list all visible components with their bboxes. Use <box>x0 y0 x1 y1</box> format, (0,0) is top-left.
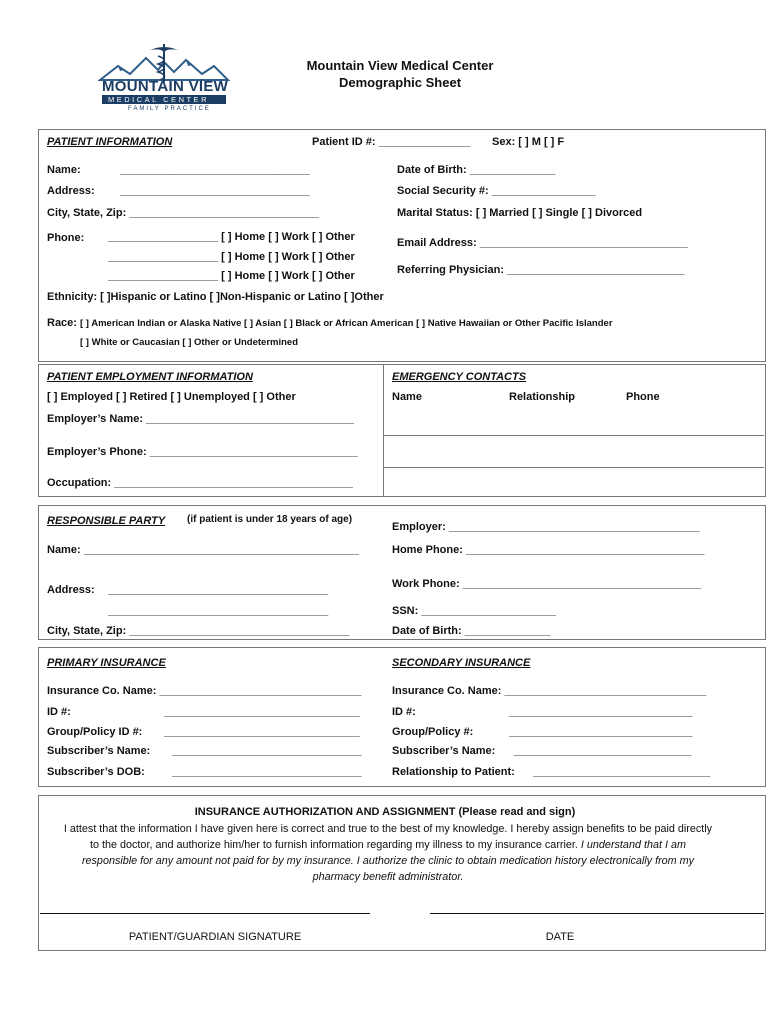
primary-group-label: Group/Policy ID #: <box>47 726 143 738</box>
ethnicity-field[interactable]: Ethnicity: [ ]Hispanic or Latino [ ]Non-Hispanic or Latino [ ]Other <box>47 291 384 303</box>
signature-line[interactable] <box>40 913 370 914</box>
primary-section-title: PRIMARY INSURANCE <box>47 657 166 669</box>
patient-section-title: PATIENT INFORMATION <box>47 136 173 148</box>
secondary-id-field[interactable]: ______________________________ <box>509 706 693 718</box>
emergency-col-phone: Phone <box>626 391 660 403</box>
authorization-heading: INSURANCE AUTHORIZATION AND ASSIGNMENT (Please read and sign) <box>194 806 576 818</box>
authorization-text-2b: I understand that I am <box>577 839 686 851</box>
phone-field-2[interactable]: __________________ [ ] Home [ ] Work [ ] Other <box>108 251 355 263</box>
sex-field[interactable]: Sex: [ ] M [ ] F <box>492 136 565 148</box>
responsible-employer-field[interactable]: Employer: _________________________________________ <box>392 521 700 533</box>
ssn-field[interactable]: Social Security #: _________________ <box>397 185 596 197</box>
employer-name-field[interactable]: Employer’s Name: __________________________________ <box>47 413 355 425</box>
employment-divider <box>383 364 384 496</box>
date-label: DATE <box>545 931 575 943</box>
marital-status-field[interactable]: Marital Status: [ ] Married [ ] Single [ ] Divorced <box>397 207 643 219</box>
secondary-group-label: Group/Policy #: <box>392 726 474 738</box>
responsible-address-field-1[interactable]: ____________________________________ <box>108 584 329 596</box>
responsible-address-field-2[interactable]: ____________________________________ <box>108 605 329 617</box>
secondary-id-label: ID #: <box>392 706 416 718</box>
date-line[interactable] <box>430 913 764 914</box>
race-label: Race: <box>47 317 77 329</box>
phone-label: Phone: <box>47 232 85 244</box>
logo-name: MOUNTAIN VIEW <box>102 78 229 95</box>
race-options-2[interactable]: [ ] White or Caucasian [ ] Other or Undetermined <box>80 337 298 348</box>
name-label: Name: <box>47 164 81 176</box>
secondary-group-field[interactable]: ______________________________ <box>509 726 693 738</box>
responsible-ssn-field[interactable]: SSN: ______________________ <box>392 605 556 617</box>
primary-company-field[interactable]: Insurance Co. Name: _________________________________ <box>47 685 362 697</box>
secondary-section-title: SECONDARY INSURANCE <box>392 657 531 669</box>
dob-field[interactable]: Date of Birth: ______________ <box>397 164 556 176</box>
name-field[interactable]: _______________________________ <box>120 164 310 176</box>
authorization-text-2 <box>0 839 770 851</box>
employment-section-title: PATIENT EMPLOYMENT INFORMATION <box>47 371 253 383</box>
responsible-city-field[interactable]: City, State, Zip: ____________________________________ <box>47 625 350 637</box>
responsible-name-field[interactable]: Name: _____________________________________________ <box>47 544 359 556</box>
primary-sub-dob-field[interactable]: _______________________________ <box>172 766 362 778</box>
responsible-home-phone-field[interactable]: Home Phone: _______________________________________ <box>392 544 705 556</box>
referring-physician-field[interactable]: Referring Physician: _____________________________ <box>397 264 685 276</box>
primary-subscriber-field[interactable]: _______________________________ <box>172 745 362 757</box>
clinic-logo <box>98 42 230 112</box>
address-field[interactable]: _______________________________ <box>120 185 310 197</box>
responsible-work-phone-field[interactable]: Work Phone: _______________________________________ <box>392 578 702 590</box>
city-field[interactable]: City, State, Zip: _______________________________ <box>47 207 319 219</box>
secondary-relationship-field[interactable]: _____________________________ <box>533 766 711 778</box>
logo-subname: MEDICAL CENTER <box>108 95 209 104</box>
secondary-company-field[interactable]: Insurance Co. Name: _________________________________ <box>392 685 707 697</box>
primary-subscriber-label: Subscriber’s Name: <box>47 745 151 757</box>
page-subtitle: Demographic Sheet <box>338 75 462 90</box>
responsible-section-title: RESPONSIBLE PARTY <box>47 515 166 527</box>
address-label: Address: <box>47 185 95 197</box>
emergency-col-name: Name <box>392 391 422 403</box>
occupation-field[interactable]: Occupation: _______________________________________ <box>47 477 353 489</box>
authorization-text-1: I attest that the information I have given here is correct and true to the best of my knowledge. I hereby assign benefits to be paid directly <box>63 823 713 835</box>
emergency-col-relationship: Relationship <box>509 391 576 403</box>
responsible-address-label: Address: <box>47 584 95 596</box>
authorization-text-4: pharmacy benefit administrator. <box>312 871 464 883</box>
emergency-row-2[interactable] <box>384 467 764 468</box>
emergency-section-title: EMERGENCY CONTACTS <box>392 371 527 383</box>
employment-status-field[interactable]: [ ] Employed [ ] Retired [ ] Unemployed [ ] Other <box>47 391 296 403</box>
secondary-subscriber-label: Subscriber’s Name: <box>392 745 496 757</box>
responsible-dob-field[interactable]: Date of Birth: ______________ <box>392 625 551 637</box>
primary-sub-dob-label: Subscriber’s DOB: <box>47 766 145 778</box>
responsible-note: (if patient is under 18 years of age) <box>187 514 353 525</box>
email-field[interactable]: Email Address: __________________________________ <box>397 237 688 249</box>
secondary-relationship-label: Relationship to Patient: <box>392 766 515 778</box>
authorization-text-2a: to the doctor, and authorize him/her to furnish information regarding my illness to my insurance carrier. <box>90 839 578 851</box>
patient-id-field[interactable]: Patient ID #: _______________ <box>312 136 471 148</box>
authorization-text-3: responsible for any amount not paid for by my insurance. I authorize the clinic to obtain medication history electronically from my <box>81 855 695 867</box>
page-title: Mountain View Medical Center <box>306 58 494 73</box>
secondary-subscriber-field[interactable]: _____________________________ <box>514 745 692 757</box>
logo-tagline: FAMILY PRACTICE <box>128 106 211 112</box>
emergency-row-1[interactable] <box>384 435 764 436</box>
signature-label: PATIENT/GUARDIAN SIGNATURE <box>128 931 302 943</box>
primary-id-field[interactable]: ________________________________ <box>164 706 360 718</box>
race-options-1[interactable]: [ ] American Indian or Alaska Native [ ] Asian [ ] Black or African American [ ] Native Hawaiian or Other Pacific Islander <box>80 318 613 329</box>
employer-phone-field[interactable]: Employer’s Phone: __________________________________ <box>47 446 358 458</box>
phone-field-3[interactable]: __________________ [ ] Home [ ] Work [ ] Other <box>108 270 355 282</box>
phone-field-1[interactable]: __________________ [ ] Home [ ] Work [ ] Other <box>108 231 355 243</box>
primary-id-label: ID #: <box>47 706 71 718</box>
primary-group-field[interactable]: ________________________________ <box>164 726 360 738</box>
